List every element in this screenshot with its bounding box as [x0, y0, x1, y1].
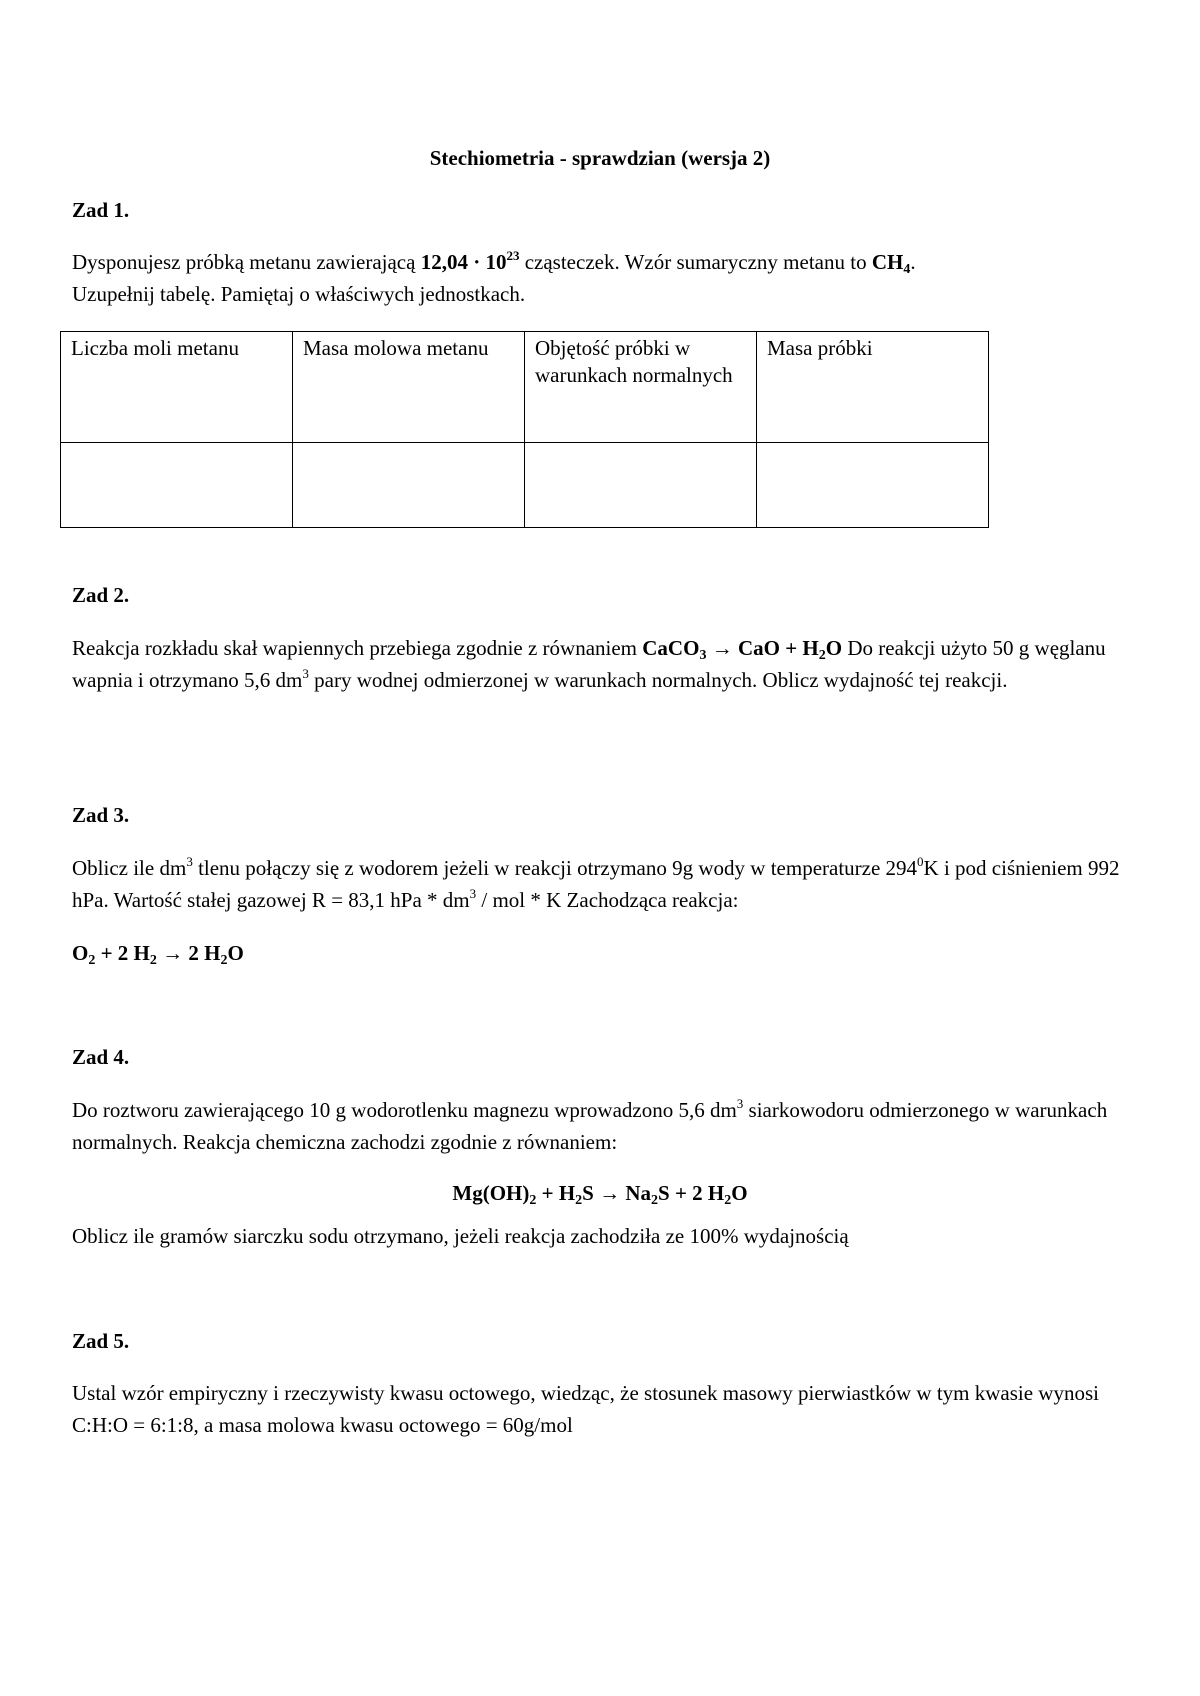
table-header-cell: Masa molowa metanu [293, 332, 525, 443]
task-3-heading: Zad 3. [72, 803, 130, 827]
table-header-cell: Objętość próbki w warunkach normalnych [525, 332, 757, 443]
task-1-heading: Zad 1. [72, 198, 130, 222]
task-3-text [72, 852, 1132, 916]
task-2-heading: Zad 2. [72, 583, 130, 607]
equation-sub: 2 [88, 953, 96, 968]
equation-part: + 2 H [95, 941, 150, 965]
equation-sub: 2 [575, 1193, 583, 1208]
methane-formula-sub: 4 [903, 262, 911, 277]
unit-exponent: 3 [736, 1096, 744, 1111]
task-2-text-part: Reakcja rozkładu skał wapiennych przebiega zgodnie z równaniem [72, 636, 643, 660]
equation-part: S + 2 H [658, 1181, 725, 1205]
equation-sub: 2 [149, 953, 157, 968]
molecule-count-exponent: 23 [506, 248, 520, 263]
task-1-text [72, 246, 1132, 310]
equation-part: → CaO + H [706, 636, 819, 660]
equation-sub: 2 [724, 1193, 732, 1208]
equation-sub: 3 [699, 648, 707, 663]
task-2-text-part: pary wodnej odmierzonej w warunkach normalnych. Oblicz wydajność tej reakcji. [308, 668, 1008, 692]
task-3-text-part: / mol * K Zachodząca reakcja: [476, 888, 739, 912]
equation-part: O [72, 941, 89, 965]
methane-formula [871, 250, 911, 277]
table-header-row [61, 332, 989, 443]
equation-part: O [731, 1181, 748, 1205]
task-3-equation [72, 937, 1132, 969]
equation-part: + H [536, 1181, 576, 1205]
table-answer-cell[interactable] [757, 443, 989, 528]
task-3-text-part: Oblicz ile dm [72, 856, 187, 880]
answer-table [60, 331, 989, 528]
table-row [61, 443, 989, 528]
task-4-text [72, 1094, 1132, 1158]
table-answer-cell[interactable] [61, 443, 293, 528]
molecule-count-base: 12,04 · 10 [420, 250, 507, 274]
equation-part: Mg(OH) [452, 1181, 530, 1205]
equation-part: CaCO [642, 636, 700, 660]
task-1-text-part: cząsteczek. Wzór sumaryczny metanu to [519, 250, 872, 274]
task-4-question: Oblicz ile gramów siarczku sodu otrzymano, jeżeli reakcja zachodziła ze 100% wydajnością [72, 1224, 849, 1248]
degree-superscript: 0 [917, 854, 924, 869]
table-answer-cell[interactable] [293, 443, 525, 528]
task-1-text-part: . [910, 250, 916, 274]
equation-part: S → Na [582, 1181, 652, 1205]
task-2-text [72, 632, 1132, 696]
task-4-text-part: Do roztworu zawierającego 10 g wodorotlenku magnezu wprowadzono 5,6 dm [72, 1098, 737, 1122]
equation-part: O [227, 941, 244, 965]
unit-exponent: 3 [302, 666, 309, 681]
equation-sub: 2 [220, 953, 228, 968]
task-5-heading: Zad 5. [72, 1329, 130, 1353]
equation-sub: 2 [529, 1193, 537, 1208]
task-4-equation [0, 1178, 1200, 1210]
decomposition-equation [642, 636, 843, 663]
molecule-count [421, 250, 520, 274]
table-header-cell: Masa próbki [757, 332, 989, 443]
equation-part: → 2 H [156, 941, 221, 965]
equation-sub: 2 [651, 1193, 659, 1208]
task-1-instruction: Uzupełnij tabelę. Pamiętaj o właściwych jednostkach. [72, 282, 526, 306]
task-1-text-part: Dysponujesz próbką metanu zawierającą [72, 250, 421, 274]
task-3-text-part: K i pod ciśnieniem 992 hPa. Wartość stałej gazowej R = 83,1 hPa * dm [72, 856, 1120, 912]
equation-sub: 2 [818, 648, 826, 663]
page-title: Stechiometria - sprawdzian (wersja 2) [429, 146, 771, 170]
unit-exponent: 3 [469, 886, 477, 901]
task-4-heading: Zad 4. [72, 1045, 130, 1069]
task-4-text-part: siarkowodoru odmierzonego w warunkach normalnych. Reakcja chemiczna zachodzi zgodnie z równaniem: [72, 1098, 1108, 1154]
task-3-text-part: tlenu połączy się z wodorem jeżeli w reakcji otrzymano 9g wody w temperaturze 294 [192, 856, 918, 880]
equation-part: O [825, 636, 843, 660]
task-5-text: Ustal wzór empiryczny i rzeczywisty kwasu octowego, wiedząc, że stosunek masowy pierwiastków w tym kwasie wynosi C:H:O = 6:1:8, a masa molowa kwasu octowego = 60g/mol [72, 1381, 1099, 1437]
task-2-text-part: Do reakcji użyto 50 g węglanu wapnia i otrzymano 5,6 dm [72, 636, 1106, 692]
methane-formula-base: CH [871, 250, 904, 274]
unit-exponent: 3 [186, 854, 193, 869]
table-header-cell: Liczba moli metanu [61, 332, 293, 443]
table-answer-cell[interactable] [525, 443, 757, 528]
